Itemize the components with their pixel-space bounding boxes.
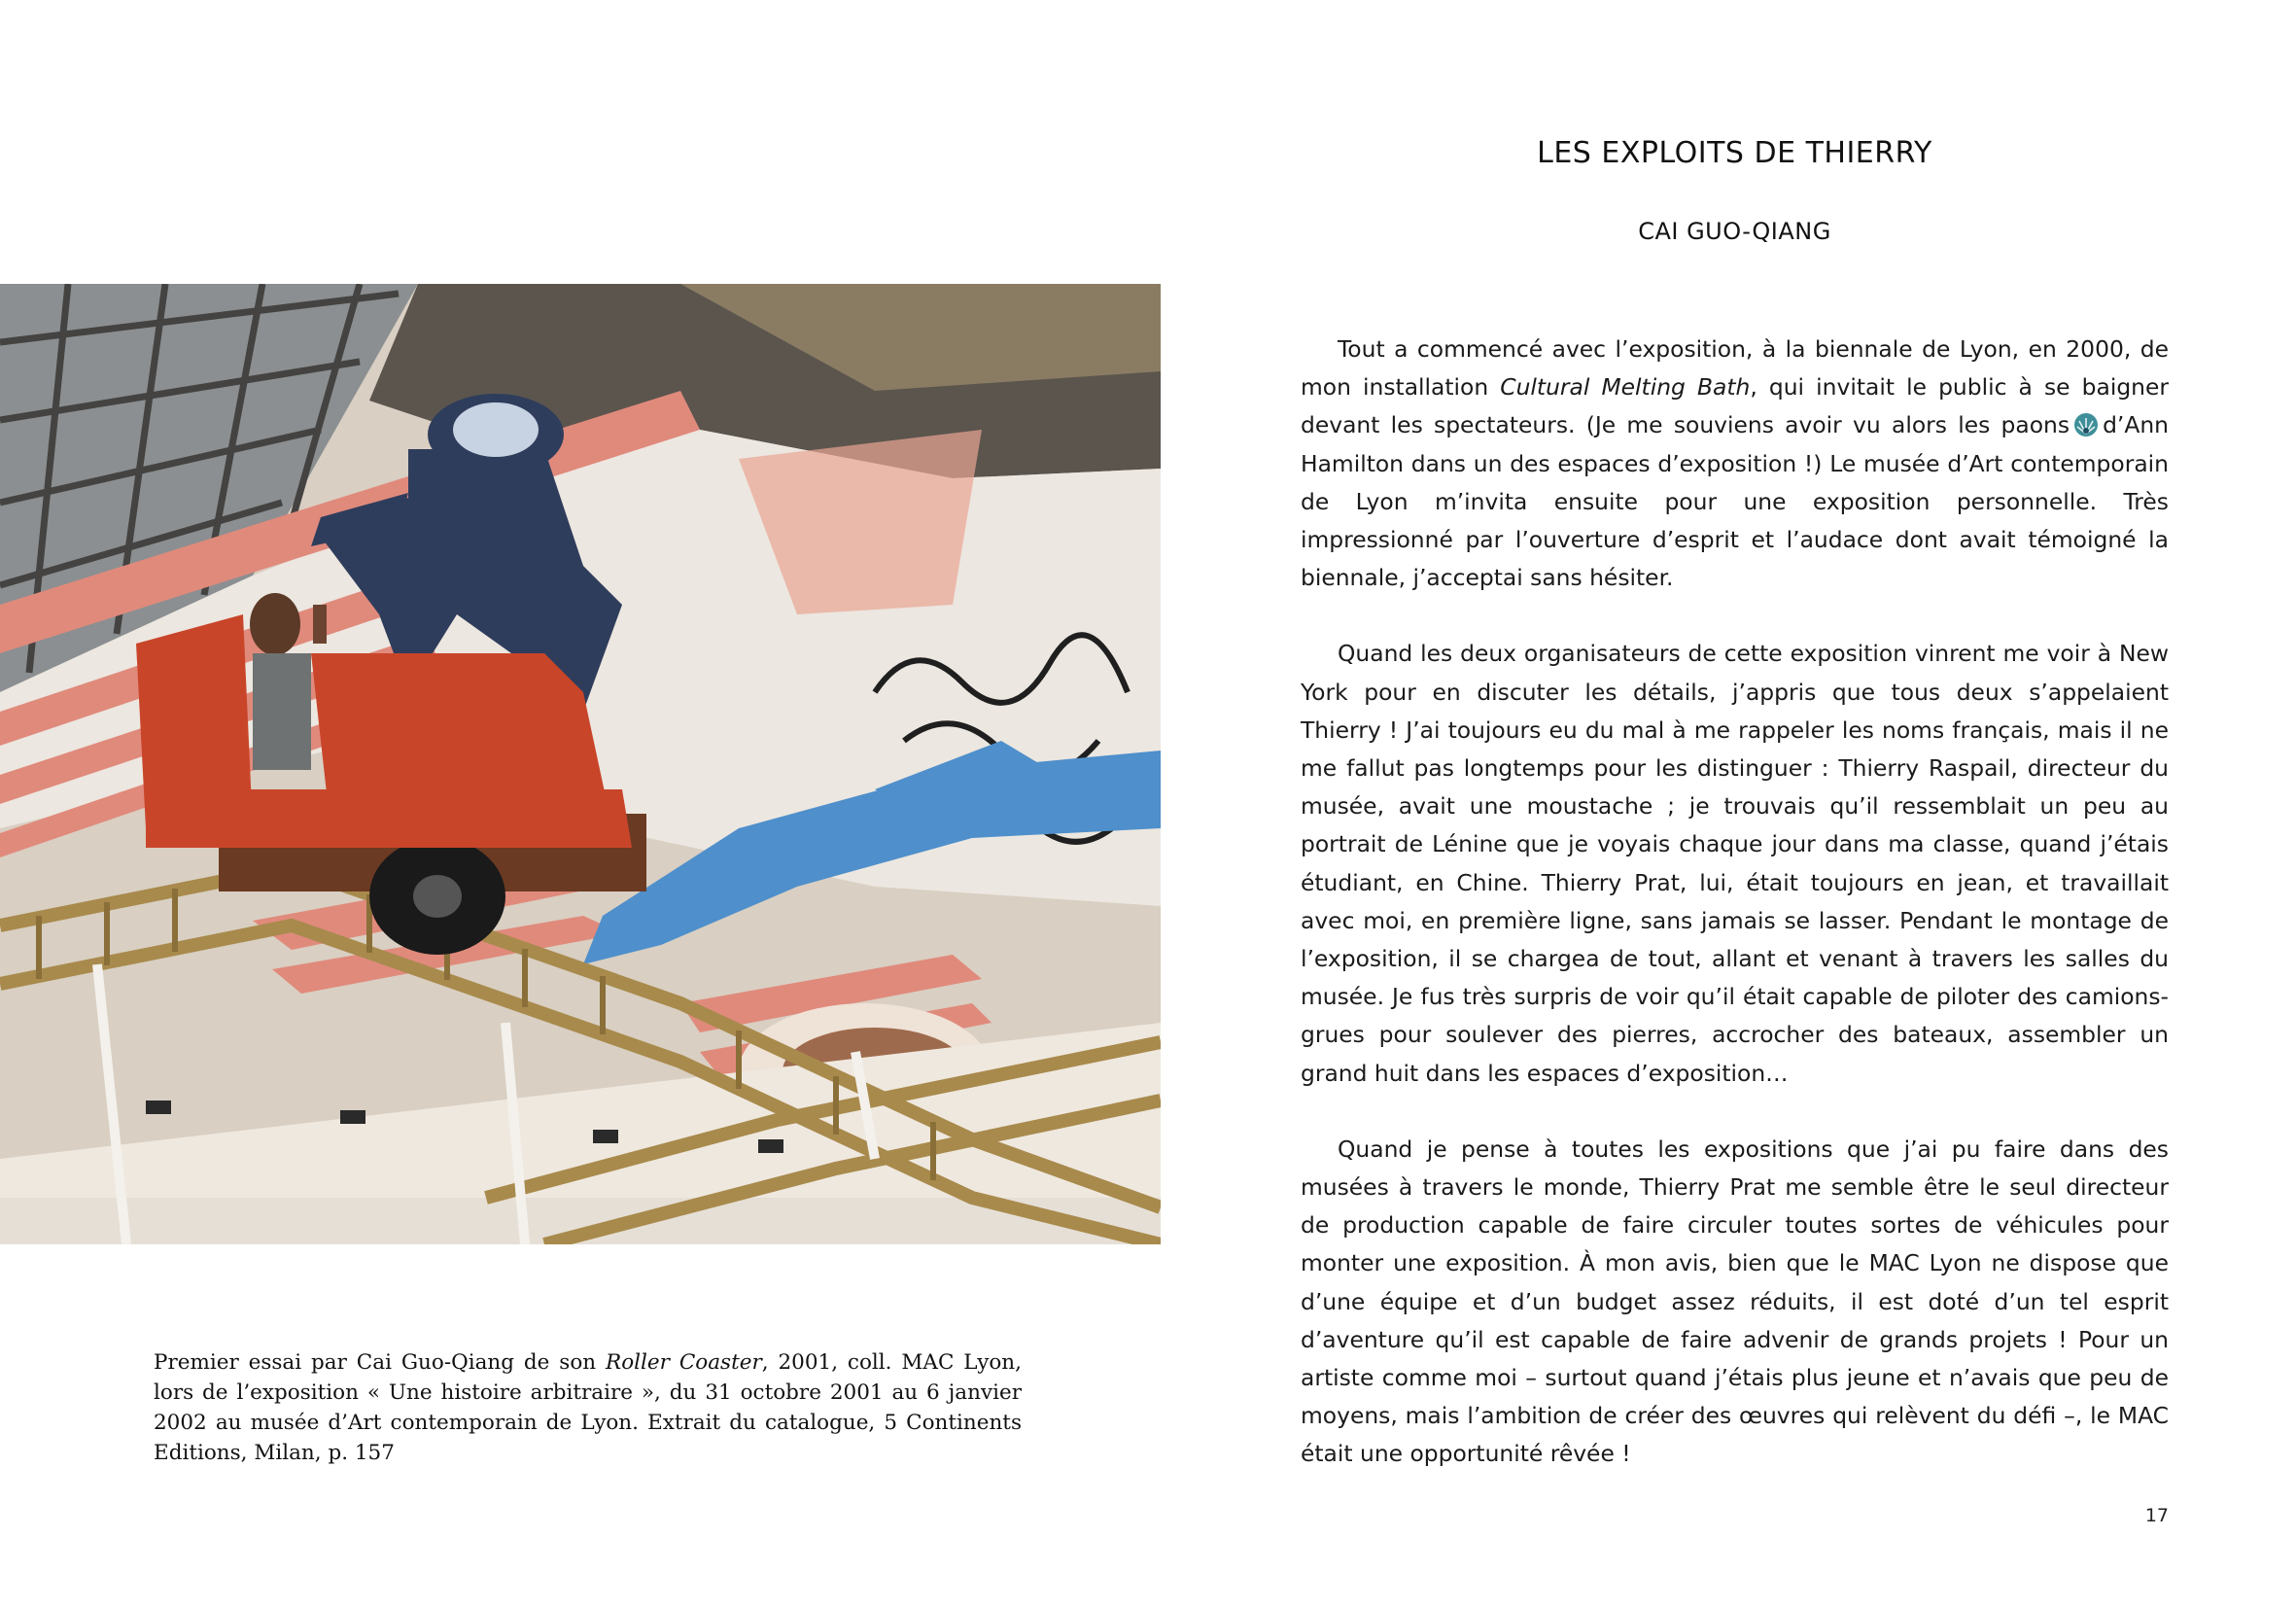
- paragraph-1-end: d’Ann Hamilton dans un des espaces d’exposition !) Le musée d’Art contemporain de Lyon m’invita ensuite pour une exposition personnelle. Très impressionné par l’ouverture d’esprit et l’audace dont avait témoigné la biennale, j’acceptai sans hésiter.: [1301, 411, 2169, 592]
- caption-work-title: Roller Coaster: [606, 1350, 762, 1375]
- article-author: CAI GUO-QIANG: [1638, 218, 1831, 245]
- article-body: [1301, 331, 2169, 1512]
- caption-text-end: , 2001, coll. MAC Lyon, lors de l’exposition « Une histoire arbitraire », du 31 octobre 2001 au 6 janvier 2002 au musée d’Art contemporain de Lyon. Extrait du catalogue, 5 Continents Editions, Milan, p. 157: [154, 1350, 1022, 1465]
- caption-text-start: Premier essai par Cai Guo-Qiang de son: [154, 1350, 607, 1375]
- roller-coaster-photo: [0, 284, 1161, 1244]
- page-number: 17: [2144, 1505, 2169, 1526]
- article-title: LES EXPLOITS DE THIERRY: [1537, 136, 1932, 170]
- paragraph-1-start: Tout a commencé avec l’exposition, à la biennale de Lyon, en 2000, de mon installation: [1301, 335, 2169, 402]
- paragraph-2: Quand les deux organisateurs de cette exposition vinrent me voir à New York pour en discuter les détails, j’appris que tous deux s’appelaient Thierry ! J’ai toujours eu du mal à me rappeler les noms français, mais il ne me fallut pas longtemps pour les distinguer : Thierry Raspail, directeur du musée, avait une moustache ; je trouvais qu’il ressemblait un peu au portrait de Lénine que je voyais chaque jour dans ma classe, quand j’étais étudiant, en Chine. Thierry Prat, lui, était toujours en jean, et travaillait avec moi, en première ligne, sans jamais se lasser. Pendant le montage de l’exposition, il se chargea de tout, allant et venant à travers les salles du musée. Je fus très surpris de voir qu’il était capable de piloter des camions-grues pour soulever des pierres, accrocher des bateaux, assembler un grand huit dans les espaces d’exposition…: [1301, 640, 2169, 1087]
- photo-caption: [154, 1347, 1022, 1468]
- paragraph-1-middle: , qui invitait le public à se baigner devant les spectateurs. (Je me souviens avoir vu alors les paons: [1301, 373, 2170, 439]
- peacock-icon: [2073, 412, 2099, 437]
- paragraph-3: Quand je pense à toutes les expositions que j’ai pu faire dans des musées à travers le monde, Thierry Prat me semble être le seul directeur de production capable de faire circuler toutes sortes de véhicules pour monter une exposition. À mon avis, bien que le MAC Lyon ne dispose que d’une équipe et d’un budget assez réduits, il est doté d’un tel esprit d’aventure qu’il est capable de faire advenir de grands projets ! Pour un artiste comme moi – surtout quand j’étais plus jeune et n’avais que peu de moyens, mais l’ambition de créer des œuvres qui relèvent du défi –, le MAC était une opportunité rêvée !: [1301, 1135, 2169, 1468]
- work-title-cultural-melting-bath: Cultural Melting Bath: [1500, 373, 1751, 402]
- paragraph-1: [1301, 331, 2169, 597]
- photo-illustration: [0, 284, 1161, 1244]
